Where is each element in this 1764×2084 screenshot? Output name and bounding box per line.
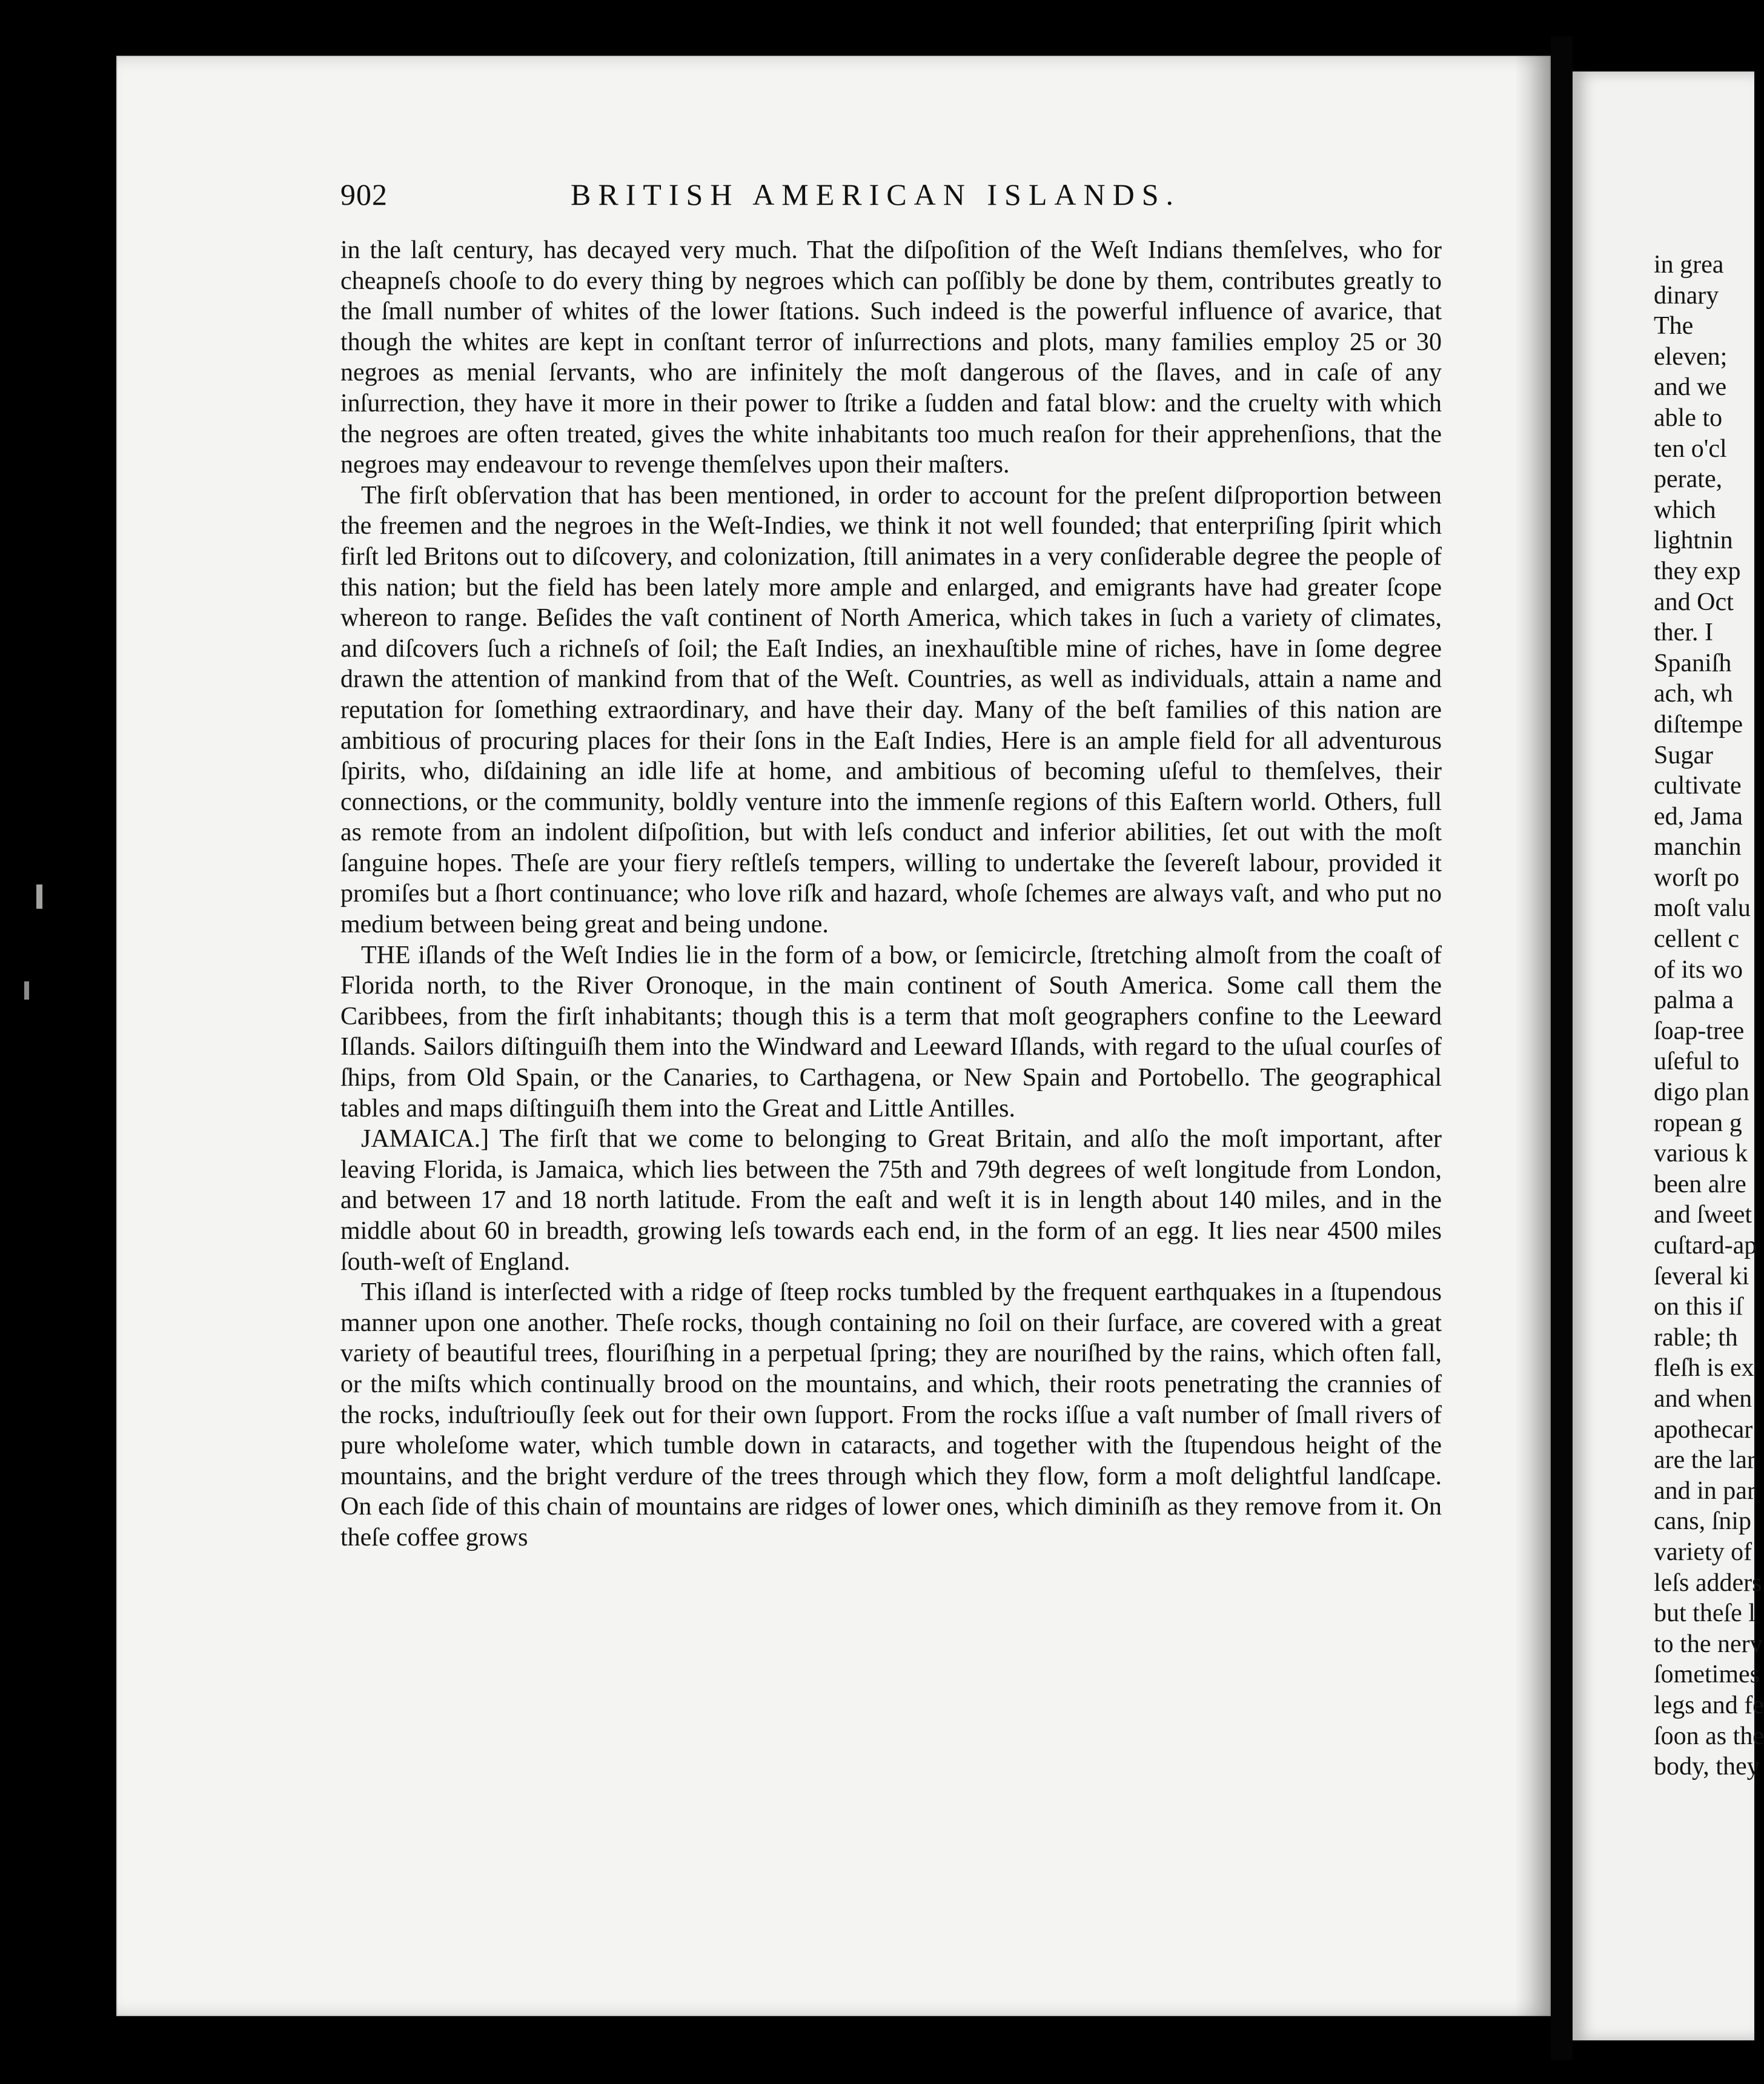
right-page-line: and when [1654, 1384, 1752, 1413]
right-page-line: been alre [1654, 1170, 1746, 1198]
right-page-line: digo plan [1654, 1078, 1749, 1107]
right-page-line: but theſe l [1654, 1599, 1756, 1628]
right-page-line: cultivate [1654, 772, 1742, 800]
right-page-line: able to [1654, 403, 1723, 432]
paragraph: in the laſt century, has decayed very much. That the diſpoſition of the Weſt Indians themſelves, who for cheapneſs chooſe to do every thing by negroes which can poſſibly be done by them, contributes greatly to the ſmall number of whites of the lower ſtations. Such indeed is the powerful influence of avarice, that though the whites are kept in conſtant terror of inſurrections and plots, many families employ 25 or 30 negroes as menial ſervants, who are infinitely the moſt dangerous of the ſlaves, and in caſe of any inſurrection, they have it more in their power to ſtrike a ſudden and fatal blow: and the cruelty with which the negroes are often treated, gives the white inhabitants too much reaſon for their apprehenſions, that the negroes may endeavour to revenge themſelves upon their maſters. [340, 236, 1442, 479]
right-page-line: cellent c [1654, 925, 1740, 954]
right-page-line: apothecar [1654, 1415, 1753, 1444]
right-page-line: and ſweet [1654, 1201, 1752, 1229]
right-page-line: in grea [1654, 251, 1724, 279]
book-gutter [1551, 36, 1573, 2060]
right-page-line: on this iſ [1654, 1293, 1743, 1321]
right-page-line: legs and fe [1654, 1691, 1764, 1719]
right-page-line: to the nerv [1654, 1630, 1763, 1658]
right-page-line: leſs adders [1654, 1568, 1762, 1597]
body-text [340, 235, 1442, 1553]
right-page-line: Spaniſh [1654, 649, 1732, 677]
right-page-line: ach, wh [1654, 680, 1733, 708]
right-page-line: and Oct [1654, 588, 1734, 616]
paragraph: JAMAICA.] The firſt that we come to belonging to Great Britain, and alſo the moſt important, after leaving Florida, is Jamaica, which lies between the 75th and 79th degrees of weſt longitude from London, and between 17 and 18 north latitude. From the eaſt and weſt it is in length about 140 miles, and in the middle about 60 in breadth, growing leſs towards each end, in the form of an egg. It lies near 4500 miles ſouth-weſt of England. [340, 1125, 1442, 1276]
right-page-line: ropean g [1654, 1109, 1742, 1137]
right-page-line: rable; th [1654, 1323, 1738, 1352]
paragraph: The firſt obſervation that has been mentioned, in order to account for the preſent diſproportion between the freemen and the negroes in the Weſt-Indies, we think it not well founded; that enterpriſing ſpirit which firſt led Britons out to diſcovery, and colonization, ſtill animates in a very conſiderable degree the people of this nation; but the field has been lately more ample and enlarged, and emigrants have had greater ſcope whereon to range. Beſides the vaſt continent of North America, which takes in ſuch a variety of climates, and diſcovers ſuch a richneſs of ſoil; the Eaſt Indies, an inexhauſtible mine of riches, have in ſome degree drawn the attention of mankind from that of the Weſt. Countries, as well as individuals, attain a name and reputation for ſomething extraordinary, and have their day. Many of the beſt families of this nation are ambitious of procuring places for their ſons in the Eaſt Indies, Here is an ample field for all adventurous ſpirits, who, diſdaining an idle life at home, and ambitious of becoming uſeful to themſelves, their connections, or the community, boldly venture into the immenſe regions of this Eaſtern world. Others, full as remote from an indolent diſpoſition, but with leſs conduct and inferior abilities, ſet out with the moſt ſanguine hopes. Theſe are your fiery reſtleſs tempers, willing to undertake the ſevereſt labour, provided it promiſes but a ſhort continuance; who love riſk and hazard, whoſe ſchemes are always vaſt, and who put no medium between being great and being undone. [340, 481, 1442, 939]
right-page-line: ſoap-tree [1654, 1017, 1745, 1045]
page-header [340, 177, 1425, 225]
margin-speck [36, 884, 42, 909]
right-page-line: and in par [1654, 1476, 1756, 1505]
right-page-line: moſt valu [1654, 894, 1751, 923]
right-page-line: body, they [1654, 1753, 1760, 1781]
right-page-line: The [1654, 312, 1694, 340]
right-page-line: fleſh is ex [1654, 1354, 1754, 1382]
running-title: BRITISH AMERICAN ISLANDS. [571, 178, 1181, 211]
right-page-line: ſeveral ki [1654, 1262, 1749, 1290]
paragraph: This iſland is interſected with a ridge of ſteep rocks tumbled by the frequent earthquakes in a ſtupendous manner upon one another. Theſe rocks, though containing no ſoil on their ſurface, are covered with a great variety of beautiful trees, flouriſhing in a perpetual ſpring; they are nouriſhed by the rains, which often fall, or the miſts which continually brood on the mountains, and which, their roots penetrating the crannies of the rocks, induſtriouſly ſeek out for their own ſupport. From the rocks iſſue a vaſt number of ſmall rivers of pure wholeſome water, which tumble down in cataracts, and together with the ſtupendous height of the mountains, and the bright verdure of the trees through which they flow, form a moſt delightful landſcape. On each ſide of this chain of mountains are ridges of lower ones, which diminiſh as they remove from it. On theſe coffee grows [340, 1278, 1442, 1551]
right-page-line: various k [1654, 1140, 1748, 1168]
page-number: 902 [340, 178, 388, 211]
right-page-line: Sugar [1654, 741, 1713, 769]
right-page-line: ten o'cl [1654, 434, 1727, 463]
right-page-line: ther. I [1654, 619, 1713, 647]
right-page-text [1654, 250, 1764, 1782]
margin-speck [24, 981, 29, 1000]
right-page-line: eleven; [1654, 342, 1728, 371]
right-page-line: manchin [1654, 833, 1742, 861]
right-page-line: cans, ſnip [1654, 1507, 1751, 1536]
right-page-line: are the lar [1654, 1446, 1756, 1475]
right-page-line: cuſtard-ap [1654, 1232, 1757, 1259]
right-page-line: ſometimes [1654, 1661, 1760, 1689]
right-page-line: diſtempe [1654, 710, 1743, 738]
right-page-line: they exp [1654, 557, 1741, 585]
right-page-line: uſeful to [1654, 1047, 1740, 1076]
right-page-line: lightnin [1654, 526, 1733, 555]
right-page-line: ſoon as the [1654, 1722, 1764, 1750]
right-page-line: worſt po [1654, 863, 1740, 892]
right-page-line: which [1654, 496, 1716, 524]
right-page-line: perate, [1654, 465, 1723, 494]
right-page-line: dinary [1654, 281, 1719, 310]
right-page-line: and we [1654, 373, 1727, 402]
right-page-line: of its wo [1654, 955, 1743, 984]
right-page-line: ed, Jama [1654, 802, 1743, 831]
right-page-line: palma a [1654, 986, 1734, 1015]
right-page-line: variety of [1654, 1538, 1752, 1566]
paragraph: THE iſlands of the Weſt Indies lie in the form of a bow, or ſemicircle, ſtretching almoſt from the coaſt of Florida north, to the River Oronoque, in the main continent of South America. Some call them the Caribbees, from the firſt inhabitants; though this is a term that moſt geographers confine to the Leeward Iſlands. Sailors diſtinguiſh them into the Windward and Leeward Iſlands, with regard to the uſual courſes of ſhips, from Old Spain, or the Canaries, to Carthagena, or New Spain and Portobello. The geographical tables and maps diſtinguiſh them into the Great and Little Antilles. [340, 941, 1442, 1123]
